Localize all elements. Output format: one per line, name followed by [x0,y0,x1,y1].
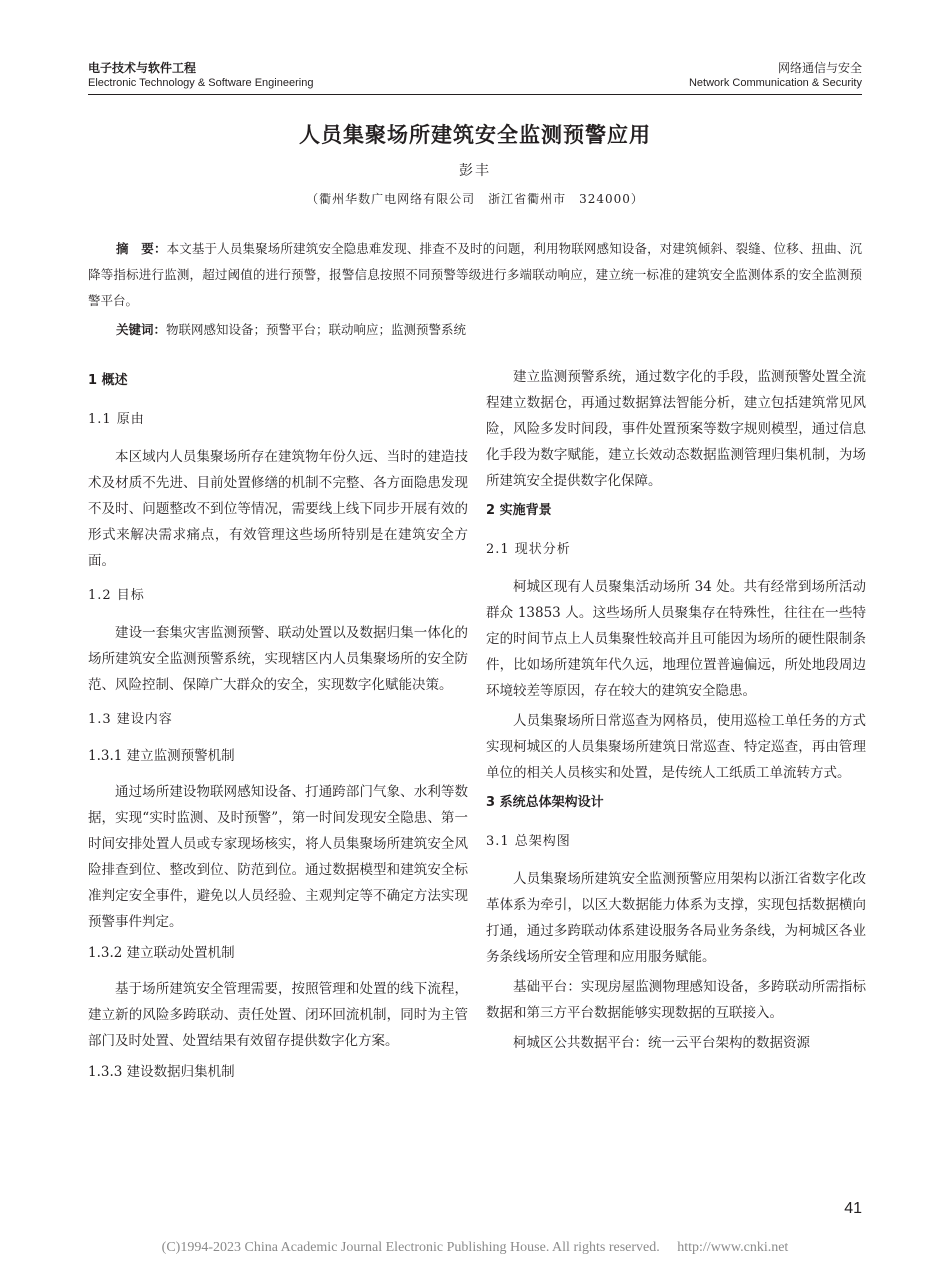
paragraph-1-3-3-continued: 建立监测预警系统，通过数字化的手段，监测预警处置全流程建立数据仓，再通过数据算法智能分析，建立包括建筑常见风险，风险多发时间段，事件处置预案等数字规则模型，通过信息化手段为数字赋能，建立长效动态数据监测管理归集机制，为场所建筑安全提供数字化保障。 [486,369,866,489]
journal-name-en: Electronic Technology & Software Engineering [88,77,314,89]
subsection-heading-3-1: 3.1 总架构图 [486,834,571,849]
paragraph-2-1a: 柯城区现有人员聚集活动场所 34 处。共有经常到场所活动群众 13853 人。这些场所人员聚集存在特殊性，往往在一些特定的时间节点上人员集聚性较高并且可能因为场所的硬性限制条件，比如场所建筑年代久远，地理位置普遍偏远，所处地段周边环境较差等原因，存在较大的建筑安全隐患。 [486,579,866,699]
section-name-cn: 网络通信与安全 [777,61,862,75]
affiliation: （衢州华数广电网络有限公司 浙江省衢州市 324000） [306,192,644,206]
paragraph-3-1b: 基础平台：实现房屋监测物理感知设备，多跨联动所需指标数据和第三方平台数据能够实现数据的互联接入。 [486,979,866,1021]
keywords [116,318,862,342]
keywords-label: 关键词： [116,322,167,337]
abstract-text: 本文基于人员集聚场所建筑安全隐患难发现、排查不及时的问题，利用物联网感知设备，对建筑倾斜、裂缝、位移、扭曲、沉降等指标进行监测，超过阈值的进行预警，报警信息按照不同预警等级进行多端联动响应，建立统一标准的建筑安全监测体系的安全监测预警平台。 [88,241,862,308]
paper-title: 人员集聚场所建筑安全监测预警应用 [299,123,651,147]
subsubsection-heading-1-3-3: 1.3.3 建设数据归集机制 [88,1064,235,1080]
paragraph-3-1a: 人员集聚场所建筑安全监测预警应用架构以浙江省数字化改革体系为牵引，以区大数据能力体系为支撑，实现包括数据横向打通，通过多跨联动体系建设服务各局业务条线，为柯城区各业务条线场所安全管理和应用服务赋能。 [486,871,866,965]
journal-name-cn: 电子技术与软件工程 [88,61,197,75]
right-column [486,364,866,1060]
paragraph-1-3-1: 通过场所建设物联网感知设备、打通跨部门气象、水利等数据，实现“实时监测、及时预警”，第一时间发现安全隐患、第一时间安排处置人员或专家现场核实，将人员集聚场所建筑安全风险排查到位、整改到位、防范到位。通过数据模型和建筑安全标准判定安全事件，避免以人员经验、主观判定等不确定方法实现预警事件判定。 [88,784,468,930]
paragraph-3-1c: 柯城区公共数据平台：统一云平台架构的数据资源 [513,1035,810,1051]
abstract-label: 摘 要： [116,241,167,256]
paragraph-2-1b: 人员集聚场所日常巡查为网格员，使用巡检工单任务的方式实现柯城区的人员集聚场所建筑日常巡查、特定巡查，再由管理单位的相关人员核实和处置，是传统人工纸质工单流转方式。 [486,713,866,781]
section-heading-2: 2 实施背景 [486,503,552,518]
section-name-en: Network Communication & Security [688,77,862,89]
header-divider [88,94,862,95]
subsection-heading-1-3: 1.3 建设内容 [88,712,173,727]
section-heading-1: 1 概述 [88,373,128,388]
keywords-text: 物联网感知设备；预警平台；联动响应；监测预警系统 [166,322,467,337]
section-heading-3: 3 系统总体架构设计 [486,795,604,810]
paragraph-1-3-2: 基于场所建筑安全管理需要，按照管理和处置的线下流程，建立新的风险多跨联动、责任处置、闭环回流机制，同时为主管部门及时处置、处置结果有效留存提供数字化方案。 [88,981,468,1049]
abstract [88,236,862,314]
page-number: 41 [844,1200,862,1217]
subsection-heading-2-1: 2.1 现状分析 [486,542,571,557]
section-header [689,60,862,91]
copyright-footer: (C)1994-2023 China Academic Journal Electronic Publishing House. All rights reserved. http://www.cnki.net [161,1240,789,1255]
paragraph-1-1: 本区域内人员集聚场所存在建筑物年份久远、当时的建造技术及材质不先进、目前处置修缮的机制不完整、各方面隐患发现不及时、问题整改不到位等情况，需要线上线下同步开展有效的形式来解决需求痛点，有效管理这些场所特别是在建筑安全方面。 [88,449,468,569]
subsubsection-heading-1-3-2: 1.3.2 建立联动处置机制 [88,945,235,961]
subsubsection-heading-1-3-1: 1.3.1 建立监测预警机制 [88,748,235,764]
author: 彭丰 [459,163,491,179]
paragraph-1-2: 建设一套集灾害监测预警、联动处置以及数据归集一体化的场所建筑安全监测预警系统，实现辖区内人员集聚场所的安全防范、风险控制、保障广大群众的安全，实现数字化赋能决策。 [88,625,468,693]
left-column [88,364,468,1095]
journal-header [88,60,313,91]
subsection-heading-1-2: 1.2 目标 [88,588,145,603]
subsection-heading-1-1: 1.1 原由 [88,412,145,427]
